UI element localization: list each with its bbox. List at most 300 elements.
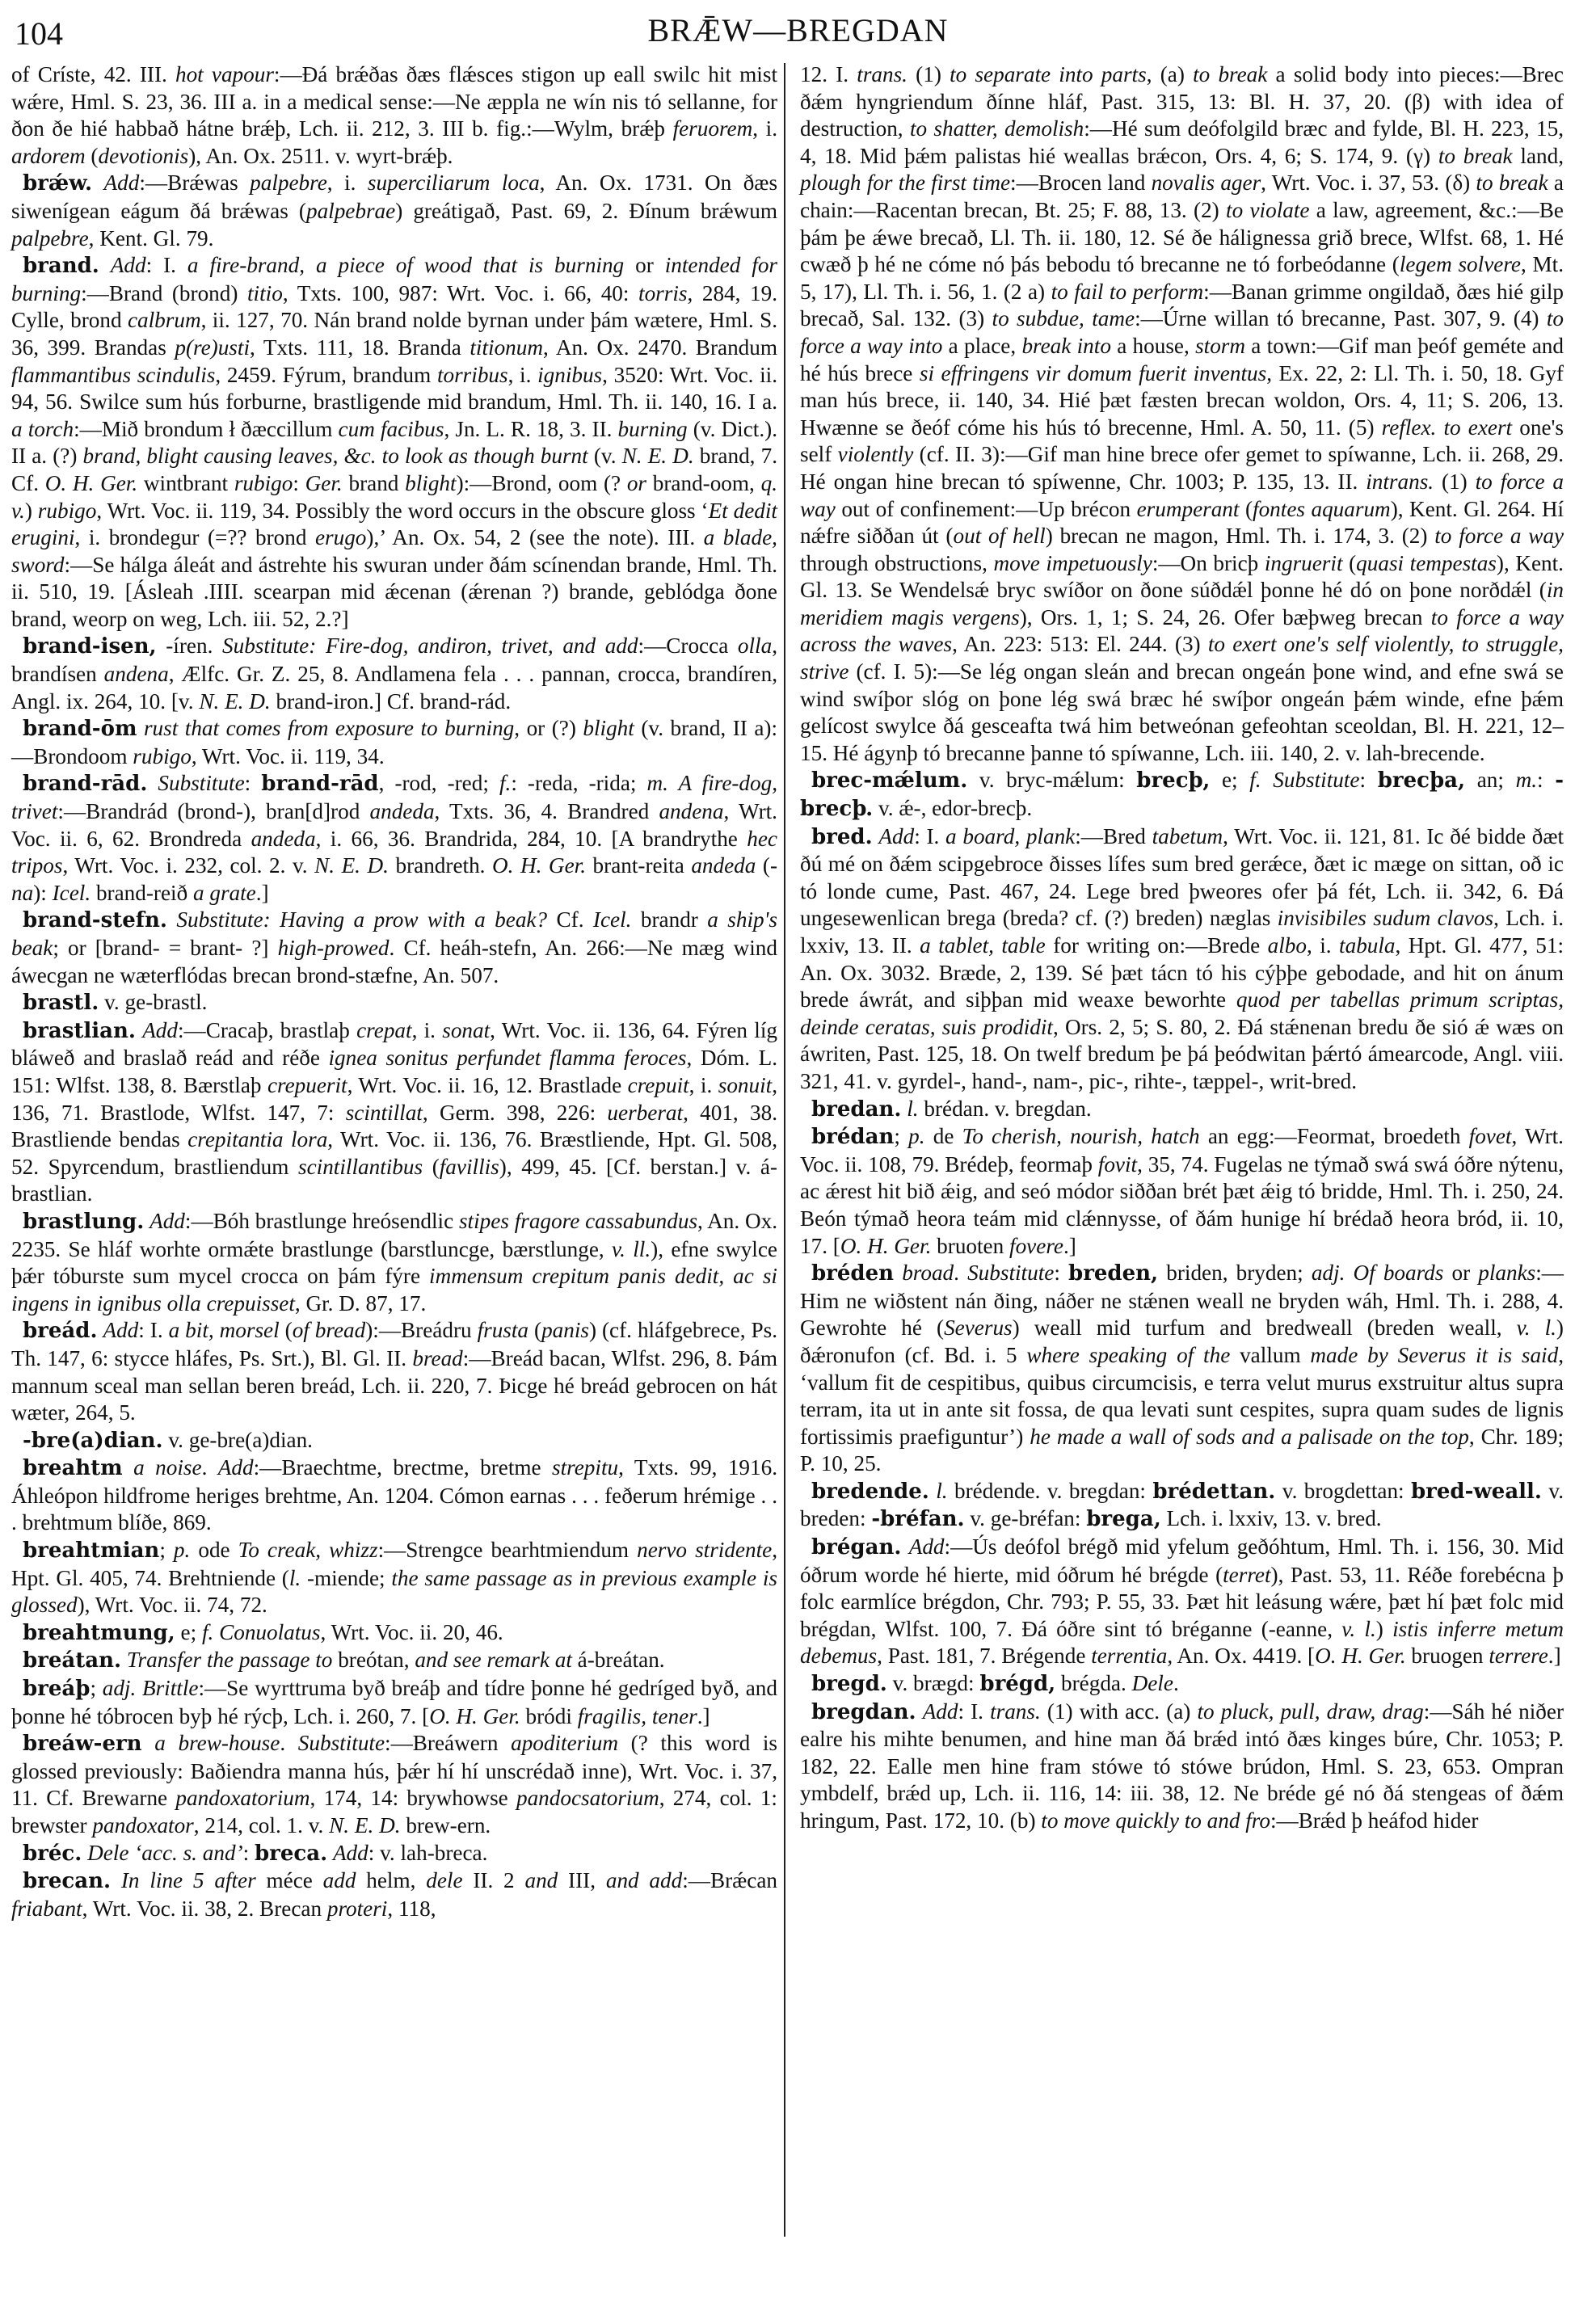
entry-text: , ‘vallum fit de cespitibus, quibus circumcisis, e terra velut murus exstruitur altus supra terram, ita ut in ante sit fossa, de qua levati sunt cespites, supra quam sudes de lignis fortissimis praefiguntur’) bbox=[800, 1342, 1564, 1449]
entry-text: , Wrt. Voc. ii. 38, 2. Brecan bbox=[82, 1896, 327, 1921]
entry-text: : I. bbox=[145, 253, 187, 278]
italic-text: intrans. bbox=[1366, 469, 1434, 494]
entry-text: , i. bbox=[1306, 933, 1340, 958]
entry-text: e; bbox=[175, 1619, 202, 1644]
italic-text: Add bbox=[149, 1208, 185, 1233]
headword: breád. bbox=[23, 1319, 98, 1344]
headword: brastl. bbox=[23, 991, 99, 1016]
italic-text: Substitute bbox=[1273, 768, 1360, 793]
entry-text: :—Bóh brastlunge hreósendlic bbox=[184, 1208, 459, 1233]
italic-text: reflex. to exert bbox=[1381, 415, 1513, 440]
headword: bréc. bbox=[23, 1841, 82, 1866]
entry-text: , ii. 127, 70. Nán brand nolde byrnan under þám wætere, Hml. S. 36, 399. Brandas bbox=[11, 308, 777, 360]
entry-text: , 136, 71. Brastlode, Wlfst. 147, 7: bbox=[11, 1072, 777, 1125]
italic-text: In line 5 after bbox=[120, 1868, 256, 1893]
entry-text: , An. 223: 513: El. 244. (3) bbox=[952, 632, 1208, 657]
headword: breden, bbox=[1068, 1261, 1159, 1286]
entry-text: ),’ An. Ox. 54, 2 (see the note). III. bbox=[366, 525, 704, 550]
italic-text: O. H. Ger. bbox=[429, 1703, 520, 1728]
entry-text: , Wrt. Voc. ii. 136, 76. Bræstliende, Hpt. Gl. 508, 52. Spyrcendum, brastliendum bbox=[11, 1127, 777, 1179]
entry-text: , i. 66, 36. Brandrida, 284, 10. [A brandrythe bbox=[315, 826, 747, 851]
entry-text: ), 499, 45. [Cf. berstan.] v. á-brastlian. bbox=[11, 1154, 777, 1206]
entry-text: ) weall mid turfum and bredweall (breden weall, bbox=[1012, 1315, 1517, 1341]
entry-text bbox=[1261, 768, 1274, 792]
italic-text: scintillat bbox=[345, 1100, 423, 1125]
entry-text: , 118, bbox=[387, 1896, 436, 1921]
entry-text: , Wrt. Voc. ii. 6, 62. Brondreda bbox=[11, 799, 777, 851]
italic-text: l. bbox=[288, 1565, 301, 1590]
entry-text: out of confinement:—Up brécon bbox=[835, 496, 1137, 521]
italic-text: to force a way into bbox=[800, 306, 1564, 358]
entry-text: ):—Breádru bbox=[365, 1318, 478, 1343]
italic-text: burning bbox=[617, 416, 688, 441]
italic-text: rubigo bbox=[37, 498, 97, 523]
headword: brastlung. bbox=[23, 1209, 145, 1234]
italic-text: scintillantibus bbox=[298, 1154, 423, 1179]
entry-text: ; bbox=[894, 1124, 909, 1149]
entry-text bbox=[137, 716, 144, 740]
entry-text: , -rod, -red; bbox=[378, 771, 499, 796]
entry-text bbox=[916, 1699, 923, 1724]
entry-text bbox=[901, 1534, 908, 1559]
entry-text: II. 2 bbox=[462, 1868, 525, 1893]
entry-text: v. ge-bréfan: bbox=[964, 1506, 1087, 1531]
entry-text: , Wrt. Voc. i. 37, 53. (δ) bbox=[1261, 170, 1476, 196]
italic-text: Ger. bbox=[305, 470, 343, 495]
entry-text bbox=[92, 170, 103, 195]
dictionary-entry bbox=[11, 1840, 777, 1868]
italic-text: hec tripos bbox=[11, 826, 777, 878]
entry-text: , Ex. 22, 2: Ll. Th. i. 50, 18. Gyf man hús brece, ii. 140, 34. Hié þæt fæsten brecan woldon, Ors. 4, 11; S. 206, 13. Hwænne se ðeóf cóme his hús tó brecenne, Hml. A. 50, 11. (5) bbox=[800, 360, 1564, 440]
italic-text: Icel. bbox=[592, 907, 632, 932]
entry-text: bruogen bbox=[1405, 1644, 1489, 1669]
italic-text: l. bbox=[936, 1478, 948, 1503]
entry-text: for writing on:—Brede bbox=[1045, 933, 1268, 958]
entry-text: brand-iron.] Cf. brand-rád. bbox=[270, 688, 512, 714]
italic-text: terrere bbox=[1489, 1644, 1548, 1669]
italic-text: devotionis bbox=[98, 143, 189, 168]
entry-text: á-breátan. bbox=[571, 1648, 665, 1673]
entry-text: , An. Ox. 1731. On ðæs siwenígean eágum ðá brǽwas ( bbox=[11, 170, 778, 223]
italic-text: fovere bbox=[1009, 1233, 1063, 1258]
entry-text: :—Brandrád (brond-), bran[d]rod bbox=[57, 799, 370, 824]
italic-text: a ship's beak bbox=[11, 907, 778, 960]
italic-text: pandocsatorium bbox=[516, 1786, 659, 1811]
headword: breahtmung, bbox=[23, 1620, 175, 1645]
entry-text: (1) with acc. (a) bbox=[1040, 1699, 1198, 1724]
entry-text: briden, bryden; bbox=[1158, 1261, 1312, 1286]
italic-text: the same passage as in previous example is glossed bbox=[11, 1565, 777, 1618]
entry-text: , 2459. Fýrum, brandum bbox=[215, 362, 437, 387]
entry-text: . bbox=[201, 1455, 218, 1480]
italic-text: to exert one's self violently, to struggle, strive bbox=[800, 632, 1564, 684]
entry-text: brand-oom, bbox=[646, 470, 761, 495]
entry-text: :—Breád bacan, Wlfst. 296, 8. Þám mannum sceal man sellan beren breád, Lch. ii. 220, 7. Þicge hé breád gebrocen on hát wæter, 264, 5. bbox=[11, 1345, 777, 1425]
headword: brand-isen, bbox=[23, 634, 157, 659]
entry-text bbox=[99, 253, 111, 277]
entry-text: :—Braechtme, brectme, bretme bbox=[253, 1455, 553, 1480]
headword: breáw-ern bbox=[23, 1732, 142, 1757]
italic-text: O. H. Ger. bbox=[44, 470, 138, 495]
italic-text: brand, blight causing leaves, &c. to look as though burnt bbox=[82, 444, 588, 469]
italic-text: Add bbox=[110, 253, 146, 278]
entry-text: land, bbox=[1512, 143, 1564, 168]
italic-text: a board, plank bbox=[945, 823, 1076, 848]
italic-text: p. bbox=[173, 1538, 191, 1563]
italic-text: trans. bbox=[990, 1699, 1041, 1724]
italic-text: and see remark at bbox=[415, 1648, 572, 1673]
headword: brecþa, bbox=[1377, 768, 1466, 793]
entry-text: :—Brǽd þ heáfod hider bbox=[1270, 1808, 1479, 1833]
entry-text: ), An. Ox. 2511. v. wyrt-brǽþ. bbox=[188, 143, 453, 168]
italic-text: planks bbox=[1478, 1261, 1536, 1286]
entry-text: v. ge-bre(a)dian. bbox=[162, 1427, 313, 1452]
dictionary-entry bbox=[800, 767, 1564, 823]
entry-text: , Kent. Gl. 79. bbox=[88, 225, 214, 250]
entry-text: , Ors. 2, 5; S. 80, 2. Ðá stǽnenan bredu ðe sió ǽ wæs on áwriten, Past. 125, 18. On twelf bredum þe þá þeódwitan þǽrtó ámearcode, Angl. viii. 321, 41. v. gyrdel-, hand-, nam-, pic-, rihte-, tæppel-, writ-bred. bbox=[800, 1014, 1564, 1093]
italic-text: uerberat bbox=[607, 1100, 684, 1125]
entry-text: e; bbox=[1210, 768, 1250, 793]
headword: brecþ, bbox=[1136, 768, 1211, 793]
entry-text: , Ælfc. Gr. Z. 25, 8. Andlamena fela . . . pannan, crocca, brandíren, Angl. ix. 264, 10. [v. bbox=[11, 662, 777, 714]
entry-text: méce bbox=[255, 1868, 323, 1893]
page-header bbox=[0, 0, 1596, 57]
italic-text: move impetuously bbox=[993, 550, 1152, 575]
dictionary-entry bbox=[11, 1317, 777, 1426]
entry-text: , i. bbox=[411, 1017, 443, 1042]
entry-text: through obstructions, bbox=[800, 550, 994, 575]
italic-text: f. bbox=[499, 771, 512, 796]
italic-text: and bbox=[524, 1868, 558, 1893]
italic-text: Add bbox=[103, 1318, 139, 1343]
dictionary-entry bbox=[800, 1260, 1564, 1478]
entry-text: a law, agreement, &c.:—Be þám þe ǽwe brecað, Ll. Th. ii. 180, 12. Sé ðe hálignessa grið brece, Wlfst. 68, 1. Hé cwæð þ hé ne cóme nó þás bebodu tó brecanne ne tó forbeódanne ( bbox=[800, 197, 1564, 277]
headword: brastlian. bbox=[23, 1018, 136, 1043]
italic-text: dele bbox=[426, 1868, 463, 1893]
italic-text: a blade, sword bbox=[11, 525, 777, 577]
entry-text: ; bbox=[159, 1538, 174, 1563]
entry-text: ( bbox=[423, 1154, 440, 1179]
italic-text: or bbox=[626, 470, 647, 495]
italic-text: sonat bbox=[442, 1017, 491, 1042]
entry-text: ) (cf. hláfgebrece, Ps. Th. 147, 6: stycce hláfes, Ps. Srt.), Bl. Gl. II. bbox=[11, 1318, 777, 1370]
entry-text: .] bbox=[1548, 1644, 1561, 1669]
entry-text bbox=[123, 1455, 133, 1480]
entry-text: . bbox=[1173, 1671, 1179, 1696]
italic-text: to subdue, tame bbox=[992, 306, 1135, 331]
entry-text: brand, 7. Cf. bbox=[11, 444, 777, 495]
entry-text: . bbox=[954, 1261, 968, 1286]
entry-text: : bbox=[293, 470, 305, 495]
headword: brédettan. bbox=[1152, 1479, 1276, 1504]
headword: bredan. bbox=[811, 1097, 902, 1122]
italic-text: ignea sonitus perfundet flamma feroces bbox=[328, 1046, 687, 1071]
entry-text: ), Ors. 1, 1; S. 24, 26. Ofer bæþweg brecan bbox=[1019, 604, 1431, 629]
dictionary-entry bbox=[11, 715, 777, 770]
entry-text: , Wrt. Voc. ii. 20, 46. bbox=[320, 1619, 503, 1644]
entry-text: a place, bbox=[942, 333, 1022, 358]
italic-text: v. l. bbox=[1341, 1616, 1376, 1641]
entry-text: , 214, col. 1. v. bbox=[193, 1813, 330, 1837]
italic-text: a fire-brand, a piece of wood that is burning bbox=[187, 253, 625, 278]
entry-text: (v. Dict.). II a. (?) bbox=[11, 416, 777, 469]
italic-text: m. A fire-dog, trivet bbox=[11, 771, 778, 824]
entry-text: ) greátigað, Past. 69, 2. Ðínum brǽwum bbox=[395, 198, 777, 223]
headword: breahtmian bbox=[23, 1539, 160, 1564]
headword: brand. bbox=[23, 254, 99, 279]
dictionary-entry bbox=[11, 252, 777, 633]
italic-text: Transfer the passage to bbox=[126, 1648, 333, 1673]
dictionary-entry bbox=[11, 1730, 777, 1839]
italic-text: to force a way across the waves bbox=[800, 604, 1564, 657]
italic-text: tabetum bbox=[1152, 823, 1223, 848]
italic-text: out of hell bbox=[953, 524, 1046, 549]
italic-text: v. l. bbox=[1516, 1315, 1556, 1341]
italic-text: tabula bbox=[1339, 933, 1396, 958]
entry-text: ), Kent. Gl. 264. Hí nǽfre siððan út ( bbox=[800, 496, 1564, 549]
entry-text: ), Kent. Gl. 13. Se Wendelsǽ bryc swíðor on ðone súðdǽl þonne hé dó on þone norðdǽl ( bbox=[800, 550, 1564, 603]
italic-text: p(re)usti bbox=[175, 335, 250, 360]
headword: brand-rād. bbox=[23, 772, 148, 797]
dictionary-entry bbox=[11, 1537, 777, 1619]
dictionary-entry bbox=[11, 1017, 777, 1208]
entry-text: , Txts. 99, 1916. Áhleópon hildfrome heriges brehtme, An. 1204. Cómon earnas . . . feðerum hrémige . . . brehtmum blíðe, 869. bbox=[11, 1455, 778, 1535]
italic-text: cum facibus bbox=[338, 416, 444, 441]
italic-text: bread bbox=[412, 1345, 463, 1370]
entry-text: , 401, 38. Brastliende bendas bbox=[11, 1100, 777, 1152]
entry-text: :—Ðá brǽðas ðæs flǽsces stigon up eall swilc hit mist wǽre, Hml. S. 23, 36. III a. in a medical sense:—Ne æppla ne wín nis tó sellanne, for ðon ðe hié habbað hátne brǽþ, Lch. ii. 212, 3. III b. fig.:—Wylm, brǽþ bbox=[11, 62, 777, 141]
entry-text bbox=[142, 1731, 155, 1755]
entry-text: , Wrt. Voc. ii. 136, 64. Fýren líg bláweð and braslað reád and réðe bbox=[11, 1017, 777, 1071]
entry-text: brandreth. bbox=[388, 853, 492, 878]
italic-text: crepuit bbox=[627, 1072, 689, 1097]
entry-text: , Past. 181, 7. Brégende bbox=[877, 1644, 1092, 1669]
italic-text: istis inferre metum debemus bbox=[800, 1616, 1564, 1669]
entry-text: , Hpt. Gl. 477, 51: An. Ox. 3032. Bræde, 2, 139. Sé þæt tácn tó his cýþþe gebodade, and hit on ánum brede áwrát, and siþþan mid weaxe beworhte bbox=[800, 933, 1564, 1012]
italic-text: Add bbox=[142, 1017, 178, 1042]
italic-text: andeda bbox=[251, 826, 316, 851]
entry-text bbox=[327, 1841, 333, 1865]
italic-text: adj. Brittle bbox=[102, 1676, 199, 1701]
entry-text: brant-reita bbox=[586, 853, 692, 878]
dictionary-entry bbox=[800, 1670, 1564, 1699]
entry-text: , Dóm. L. 151: Wlfst. 138, 8. Bærstlaþ bbox=[11, 1046, 777, 1097]
italic-text: fragilis, tener bbox=[577, 1703, 697, 1728]
italic-text: f. Conuolatus bbox=[201, 1619, 321, 1644]
headword: -bréfan. bbox=[871, 1507, 965, 1532]
dictionary-entry bbox=[11, 989, 777, 1017]
italic-text: terret bbox=[1223, 1562, 1271, 1587]
italic-text: terrentia bbox=[1091, 1644, 1168, 1669]
entry-text: , An. Ox. 2235. Se hláf worhte ormǽte brastlunge (barstluncge, bærstlunge, bbox=[11, 1208, 777, 1261]
italic-text: ardorem bbox=[11, 143, 86, 168]
entry-text: ) bbox=[24, 498, 38, 523]
entry-text: , Wrt. Voc. ii. 108, 79. Brédeþ, feormaþ bbox=[800, 1124, 1564, 1177]
italic-text: ingruerit bbox=[1264, 550, 1343, 575]
entry-text: : -reda, -rida; bbox=[511, 771, 647, 796]
italic-text: erumperant bbox=[1136, 496, 1240, 521]
entry-text: , Txts. 36, 4. Brandred bbox=[434, 799, 659, 824]
entry-text: : bbox=[1359, 768, 1378, 793]
italic-text: plough for the first time bbox=[800, 170, 1011, 196]
italic-text: To creak, whizz bbox=[238, 1538, 378, 1563]
entry-text: brédende. v. bregdan: bbox=[947, 1478, 1153, 1503]
italic-text: a noise bbox=[133, 1455, 202, 1480]
italic-text: ignibus bbox=[537, 362, 603, 387]
italic-text: andeda bbox=[691, 853, 756, 878]
entry-text: (v. bbox=[587, 444, 622, 469]
italic-text: rust that comes from exposure to burning bbox=[143, 716, 515, 741]
entry-text: :—Strengce bearhtmiendum bbox=[377, 1538, 638, 1563]
italic-text: rubigo bbox=[234, 470, 293, 495]
entry-text: ), Past. 53, 11. Réðe forebécna þ folc earmlíce brégdon, Chr. 793; P. 55, 33. Þæt hit leásung wǽre, þæt hí þæt folc mid brégdan, Wlfst. 100, 7. Ðá óðre sint tó bréganne (-eanne, bbox=[800, 1562, 1564, 1641]
entry-text: , Chr. 189; P. 10, 25. bbox=[800, 1424, 1564, 1476]
dictionary-entry bbox=[11, 1454, 777, 1537]
italic-text: titionum bbox=[470, 335, 543, 360]
entry-text: , Mt. 5, 17), Ll. Th. i. 56, 1. (2 a) bbox=[800, 252, 1564, 304]
entry-text: , 174, 14: brywhowse bbox=[310, 1786, 516, 1811]
entry-text: -miende; bbox=[301, 1565, 392, 1590]
headword: breahtm bbox=[23, 1456, 123, 1481]
italic-text: apoditerium bbox=[511, 1731, 619, 1756]
entry-text: ode bbox=[190, 1538, 238, 1563]
entry-text: (- bbox=[756, 853, 778, 878]
headword: brǽw. bbox=[23, 171, 93, 196]
entry-text: , Wrt. Voc. i. 232, col. 2. v. bbox=[62, 853, 315, 878]
entry-text: : I. bbox=[958, 1699, 991, 1724]
entry-text: ; bbox=[90, 1676, 103, 1701]
dictionary-entry bbox=[800, 1699, 1564, 1835]
entry-text bbox=[121, 1648, 127, 1672]
entry-text bbox=[894, 1261, 902, 1285]
entry-text: :—Brocen land bbox=[1010, 170, 1152, 196]
italic-text: Add bbox=[908, 1534, 945, 1560]
italic-text: Substitute bbox=[158, 771, 245, 796]
entry-text: a solid body into pieces:—Brec ðǽm hyngriendum ðínne hláf, Past. 315, 13: Bl. H. 37, 20. (β) with idea of destruction, bbox=[800, 62, 1564, 141]
entry-text: , i. brondegur (=?? brond bbox=[74, 525, 315, 550]
headword: brand-ōm bbox=[23, 717, 137, 742]
headword: bredende. bbox=[811, 1479, 929, 1504]
entry-text: :—Brǽwas bbox=[139, 170, 251, 196]
entry-text: , i. bbox=[689, 1072, 718, 1097]
italic-text: Substitute: Fire-dog, andiron, trivet, and add bbox=[222, 634, 638, 659]
entry-text: (cf. I. 5):—Se lég ongan sleán and brecan ongeán þone wind, and efne swá se wind swíþor slóg on þone lég swá bræc hé swíþor ongeán þǽm winde, efne þǽm gelícost swylce ðá gesceafta twá him betweónan gefeohtan sceoldan, Bl. H. 221, 12–15. Hé ágynþ tó brecanne þanne tó spíwanne, Lch. iii. 140, 2. v. lah-brecende. bbox=[800, 659, 1564, 765]
entry-text: , 3520: Wrt. Voc. ii. 94, 56. Swilce sum hús forburne, brastligende mid brandum, Hml. Th. ii. 140, 16. I a. bbox=[11, 362, 778, 415]
entry-text: :—Ús deófol brégð mid yfelum geðóhtum, Hml. Th. i. 156, 30. Mid óðrum worde hé hierte, mid óðrum hé brégde ( bbox=[800, 1534, 1564, 1587]
italic-text: blight bbox=[405, 470, 457, 495]
italic-text: Substitute bbox=[297, 1731, 385, 1756]
italic-text: Dele ‘acc. s. and’ bbox=[87, 1840, 243, 1865]
italic-text: and add bbox=[605, 1868, 683, 1893]
headword: brand-rād bbox=[261, 772, 379, 797]
entry-text: :—Se hálga áleát and ástrehte his swuran under ðám scínendan brande, Hml. Th. ii. 510, 19. [Ásleah .IIII. scearpan mid ǽcenan (ǽrenan ?) brande, geblódga ðone brand, weorp on weg, Lch. iii. 52, 2.?] bbox=[11, 552, 777, 631]
entry-text: :—On bricþ bbox=[1152, 550, 1265, 575]
italic-text: favillis bbox=[439, 1154, 499, 1179]
italic-text: palpebre bbox=[250, 170, 327, 196]
italic-text: torris bbox=[638, 280, 688, 305]
italic-text: To cherish, nourish, hatch bbox=[962, 1124, 1200, 1149]
column-divider bbox=[784, 63, 785, 2237]
entry-text: : I. bbox=[138, 1318, 169, 1343]
italic-text: nervo stridente bbox=[637, 1538, 773, 1563]
entry-text: , i. bbox=[752, 116, 777, 141]
italic-text: m. bbox=[1515, 768, 1538, 793]
entry-text: , Txts. 111, 18. Branda bbox=[250, 335, 470, 360]
italic-text: O. H. Ger. bbox=[492, 853, 587, 878]
italic-text: Icel. bbox=[52, 880, 91, 905]
entry-text: , 284, 19. Cylle, brond bbox=[11, 280, 777, 333]
italic-text: strepitu bbox=[552, 1455, 619, 1480]
italic-text: crepitantia lora bbox=[187, 1127, 328, 1152]
entry-text: Lch. i. lxxiv, 13. v. bred. bbox=[1160, 1506, 1382, 1531]
entry-text bbox=[167, 907, 176, 932]
italic-text: flammantibus scindulis bbox=[11, 362, 216, 387]
entry-text: helm, bbox=[356, 1868, 427, 1893]
entry-text: ), Wrt. Voc. ii. 74, 72. bbox=[77, 1593, 267, 1618]
entry-text: ( bbox=[1342, 550, 1357, 575]
entry-text: ): bbox=[33, 880, 53, 905]
italic-text: high-prowed bbox=[277, 936, 390, 960]
dictionary-entry bbox=[11, 1427, 777, 1455]
entry-text: (1) bbox=[1434, 469, 1476, 494]
italic-text: albo bbox=[1267, 933, 1307, 958]
dictionary-entry bbox=[11, 907, 777, 989]
entry-text bbox=[929, 1479, 936, 1503]
headword: brecan. bbox=[23, 1869, 112, 1894]
italic-text: calbrum bbox=[127, 308, 201, 333]
entry-text: bródi bbox=[520, 1703, 578, 1728]
entry-text: , Wrt. Voc. ii. 121, 81. Ic ðé bidde ðæt ðú mé on ðǽm scipgebroce ðisses lífes sum bred gerǽce, ðæt ic mæge on sittan, oð ic tó londe cume, Past. 467, 24. Lege bred þweores ofer þá fét, Lch. ii. 342, 6. Ðá ungesewenlican brega (breda? cf. (?) breden) næglas bbox=[800, 823, 1564, 931]
entry-text: , An. Ox. 4419. [ bbox=[1167, 1644, 1316, 1669]
italic-text: intended for burning bbox=[11, 253, 777, 305]
headword: bregdan. bbox=[811, 1699, 916, 1724]
italic-text: titio bbox=[247, 280, 283, 305]
italic-text: Add bbox=[217, 1455, 254, 1480]
entry-text: : bbox=[1054, 1261, 1069, 1286]
italic-text: na bbox=[11, 880, 34, 905]
italic-text: novalis ager bbox=[1151, 170, 1261, 196]
entry-text: ):—Brond, oom (? bbox=[456, 470, 627, 495]
italic-text: olla bbox=[737, 634, 773, 659]
italic-text: quasi tempestas bbox=[1356, 550, 1497, 575]
dictionary-entry bbox=[800, 1123, 1564, 1260]
italic-text: superciliarum loca bbox=[367, 170, 540, 196]
entry-text: bruoten bbox=[931, 1233, 1010, 1258]
headword: breca. bbox=[254, 1841, 328, 1866]
headword: -bre(a)dian. bbox=[23, 1428, 163, 1453]
italic-text: legem solvere bbox=[1399, 252, 1521, 277]
entry-text: III, bbox=[558, 1868, 606, 1893]
entry-text: Cf. bbox=[547, 907, 593, 932]
dictionary-entry bbox=[800, 1096, 1564, 1124]
italic-text: fovet bbox=[1468, 1124, 1512, 1149]
italic-text: adj. Of boards bbox=[1311, 1261, 1444, 1286]
entry-text: :—Crocca bbox=[638, 634, 738, 659]
entry-text: (? this word is glossed previously: Baðiendra manna hús, þǽr hí hí unscrédað inne), Wrt. Voc. i. 37, 11. Cf. Brewarne bbox=[11, 1731, 778, 1811]
entry-text: . Cf. heáh-stefn, An. 266:—Ne mæg wind áwecgan ne wæterflódas brecan brond-stæfne, An. 507. bbox=[11, 936, 777, 987]
entry-text: : bbox=[244, 771, 262, 796]
entry-text: , Jn. L. R. 18, 3. II. bbox=[444, 416, 618, 441]
italic-text: fontes aquarum bbox=[1253, 496, 1391, 521]
entry-text: :—Cracaþ, brastlaþ bbox=[178, 1017, 357, 1042]
italic-text: andena bbox=[659, 799, 724, 824]
entry-text: , Hpt. Gl. 405, 74. Brehtniende ( bbox=[11, 1538, 778, 1590]
italic-text: Add bbox=[332, 1840, 368, 1865]
entry-text: , 35, 74. Fugelas ne týmað swá swá óðre nýtenu, ac ǽrest hit bið ǽig, and seó módor siððan brét þæt ǽig tó bridde, Hml. Th. i. 250, 24. Beón týmað heora teám mid clǽnnysse, of ðám hunige hí brédað heora bród, ii. 10, 17. [ bbox=[800, 1151, 1564, 1258]
entry-text: , Wrt. Voc. ii. 119, 34. Possibly the word occurs in the obscure gloss ‘ bbox=[96, 498, 709, 523]
headword: -brecþ. bbox=[800, 768, 1564, 822]
entry-text: v. breden: bbox=[800, 1478, 1564, 1531]
